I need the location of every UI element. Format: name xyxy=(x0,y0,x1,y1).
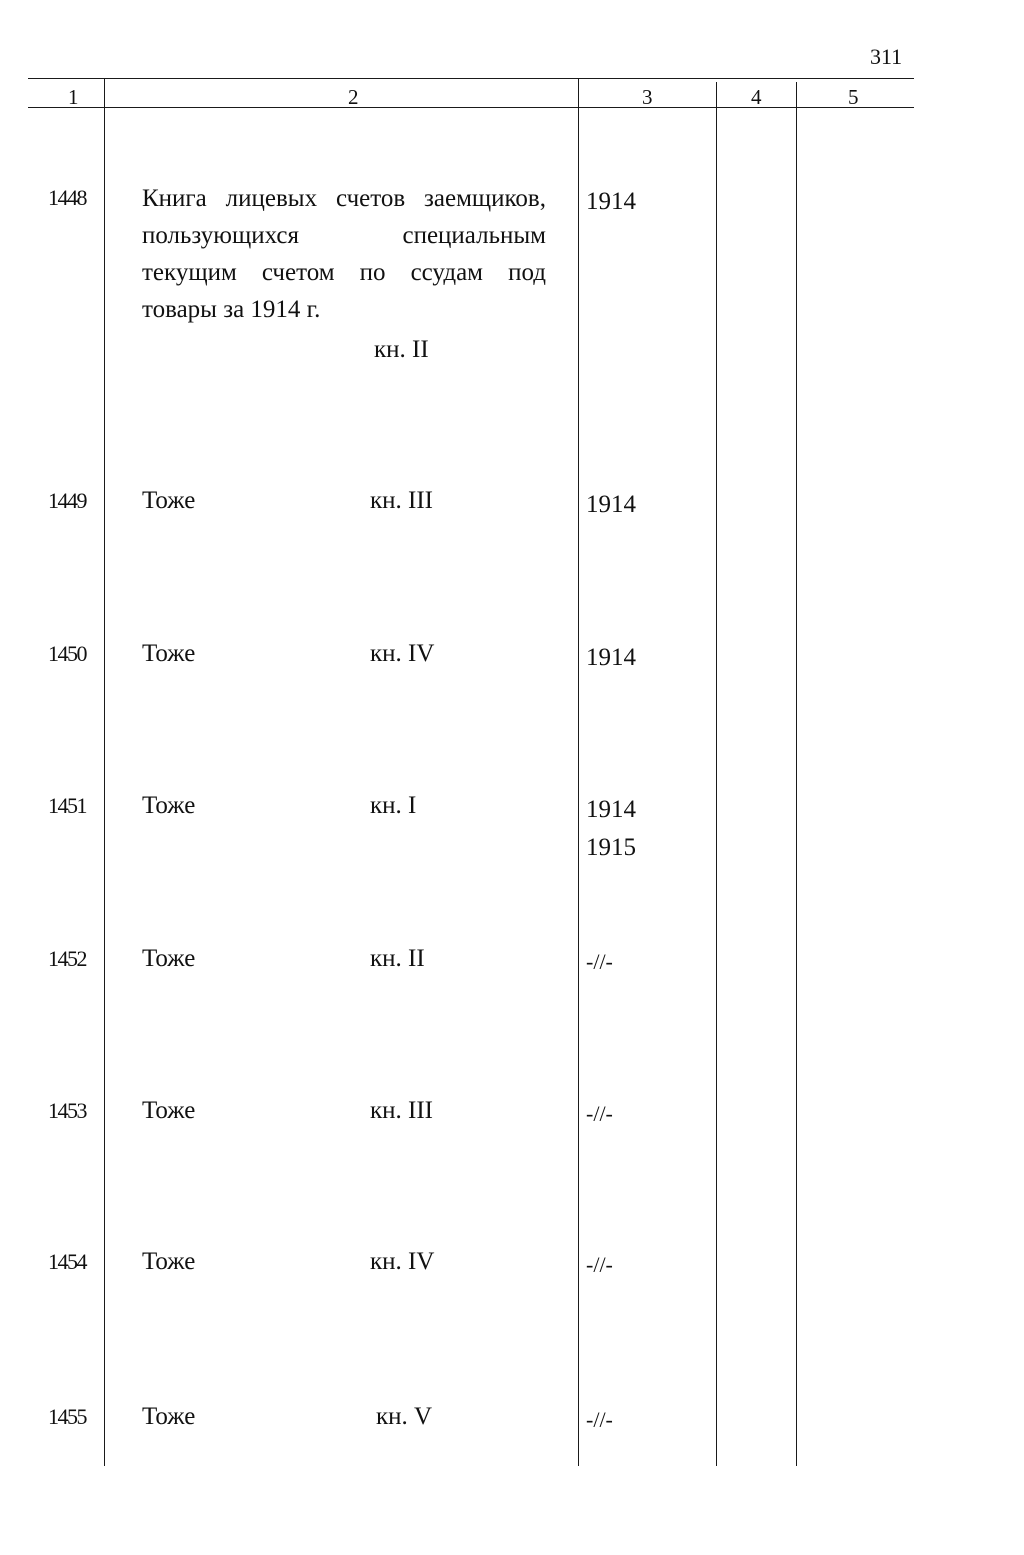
description-word: лицевых xyxy=(225,185,318,212)
entry-book: кн. V xyxy=(376,1403,433,1430)
entry-title: Тоже xyxy=(142,640,196,667)
entry-number: 1448 xyxy=(48,185,86,210)
entry-date: 1915 xyxy=(586,834,636,861)
entry-date: -//- xyxy=(586,949,613,974)
entry-book: кн. III xyxy=(370,1097,434,1124)
entry-date: -//- xyxy=(586,1407,613,1432)
entry-number: 1453 xyxy=(48,1098,86,1123)
description-line xyxy=(142,217,546,254)
description-word: по xyxy=(359,259,386,286)
entry-number: 1455 xyxy=(48,1404,86,1429)
entry-date: -//- xyxy=(586,1252,613,1277)
entry-number: 1449 xyxy=(48,488,86,513)
description-word: пользующихся xyxy=(142,222,299,249)
entry-title: Тоже xyxy=(142,1403,196,1430)
entry-date: 1914 xyxy=(586,796,636,823)
description-word: заемщиков, xyxy=(424,185,546,212)
entry-title: Тоже xyxy=(142,945,196,972)
entry-book: кн. II xyxy=(374,336,429,363)
page-number: 311 xyxy=(870,44,903,69)
entry-book: кн. III xyxy=(370,487,434,514)
description-line xyxy=(142,180,546,217)
column-divider-4 xyxy=(796,82,797,1466)
description-line xyxy=(142,291,546,328)
description-word: счетом xyxy=(261,259,335,286)
description-word: товары за 1914 г. xyxy=(142,296,321,323)
column-header-1: 1 xyxy=(68,85,79,109)
entry-book: кн. II xyxy=(370,945,425,972)
entry-title: Тоже xyxy=(142,1097,196,1124)
entry-title: Тоже xyxy=(142,1248,196,1275)
entry-date: 1914 xyxy=(586,644,636,671)
entry-number: 1454 xyxy=(48,1249,86,1274)
entry-title: Тоже xyxy=(142,487,196,514)
description-word: Книга xyxy=(142,185,207,212)
entry-description xyxy=(142,180,546,328)
entry-book: кн. I xyxy=(370,792,417,819)
description-word: под xyxy=(508,259,546,286)
entry-number: 1452 xyxy=(48,946,86,971)
column-divider-3 xyxy=(716,82,717,1466)
column-divider-1 xyxy=(104,78,105,1466)
entry-book: кн. IV xyxy=(370,1248,435,1275)
column-header-5: 5 xyxy=(848,85,859,109)
column-header-4: 4 xyxy=(751,85,762,109)
column-divider-2 xyxy=(578,78,579,1466)
description-line xyxy=(142,254,546,291)
description-word: ссудам xyxy=(410,259,483,286)
entry-date: -//- xyxy=(586,1101,613,1126)
entry-date: 1914 xyxy=(586,491,636,518)
description-word: текущим xyxy=(142,259,237,286)
table-top-rule xyxy=(28,78,914,79)
column-header-3: 3 xyxy=(642,85,653,109)
entry-number: 1451 xyxy=(48,793,86,818)
entry-title: Тоже xyxy=(142,792,196,819)
description-word: счетов xyxy=(335,185,406,212)
entry-date: 1914 xyxy=(586,188,636,215)
entry-book: кн. IV xyxy=(370,640,435,667)
column-header-2: 2 xyxy=(348,85,359,109)
table-header-rule xyxy=(28,107,914,108)
entry-number: 1450 xyxy=(48,641,86,666)
description-word: специальным xyxy=(402,222,546,249)
